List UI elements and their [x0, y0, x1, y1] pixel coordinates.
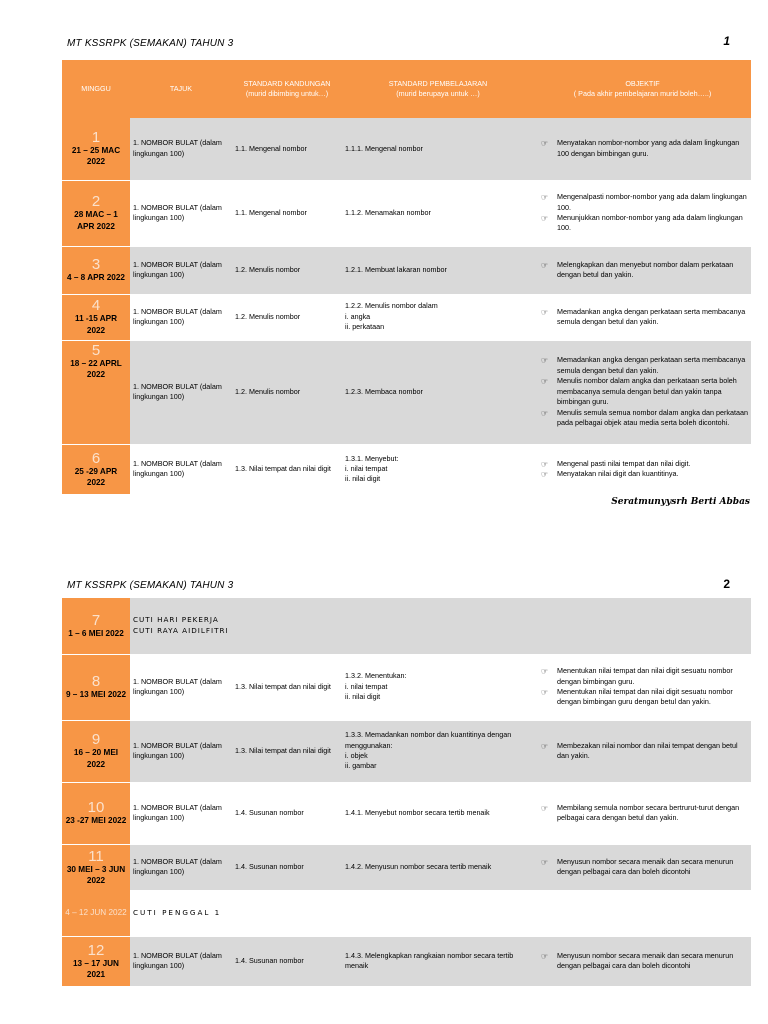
- standard-kandungan-cell: 1.4. Susunan nombor: [232, 936, 342, 986]
- standard-pembelajaran-cell: 1.3.3. Memadankan nombor dan kuantitinya dengan menggunakan: i. objek ii. gambar: [342, 720, 534, 782]
- standard-pembelajaran-cell: 1.2.2. Menulis nombor dalam i. angka ii. perkataan: [342, 294, 534, 340]
- objective-item: ☞ Menentukan nilai tempat dan nilai digit sesuatu nombor dengan bimbingan guru.: [541, 666, 733, 686]
- week-cell: 11 30 MEI – 3 JUN 2022: [62, 844, 130, 890]
- objective-item: ☞ Membezakan nilai nombor dan nilai tempat dengan betul dan yakin.: [541, 740, 738, 760]
- schedule-table: [62, 60, 751, 494]
- objective-item: ☞ Mengenal pasti nilai tempat dan nilai digit.: [541, 458, 691, 469]
- column-header-standard-kandungan: STANDARD KANDUNGAN (murid dibimbing untuk…): [232, 60, 342, 118]
- objektif-cell: [534, 180, 751, 246]
- standard-kandungan-cell: 1.1. Mengenal nombor: [232, 180, 342, 246]
- signature: Seratmunyysrh Berti Abbas: [611, 497, 750, 507]
- standard-pembelajaran-cell: 1.4.1. Menyebut nombor secara tertib menaik: [342, 782, 534, 844]
- objektif-cell: [534, 782, 751, 844]
- objektif-cell: [534, 654, 751, 720]
- objektif-cell: [534, 294, 751, 340]
- table-row: [62, 936, 751, 986]
- tajuk-cell: 1. NOMBOR BULAT (dalam lingkungan 100): [130, 340, 232, 444]
- week-cell: 1 21 – 25 MAC 2022: [62, 118, 130, 180]
- week-cell: 10 23 -27 MEI 2022: [62, 782, 130, 844]
- objektif-cell: [534, 340, 751, 444]
- column-header-objektif: OBJEKTIF ( Pada akhir pembelajaran murid boleh…..): [534, 60, 751, 118]
- column-header-minggu: MINGGU: [62, 60, 130, 118]
- standard-kandungan-cell: 1.3. Nilai tempat dan nilai digit: [232, 654, 342, 720]
- standard-kandungan-cell: 1.4. Susunan nombor: [232, 782, 342, 844]
- week-cell: 3 4 – 8 APR 2022: [62, 246, 130, 294]
- hand-pointer-icon: ☞: [541, 470, 549, 480]
- tajuk-cell: 1. NOMBOR BULAT (dalam lingkungan 100): [130, 246, 232, 294]
- week-cell: 4 – 12 JUN 2022: [62, 890, 130, 936]
- standard-kandungan-cell: 1.1. Mengenal nombor: [232, 118, 342, 180]
- standard-pembelajaran-cell: 1.2.1. Membuat lakaran nombor: [342, 246, 534, 294]
- standard-kandungan-cell: 1.2. Menulis nombor: [232, 294, 342, 340]
- table-row: [62, 844, 751, 890]
- tajuk-cell: 1. NOMBOR BULAT (dalam lingkungan 100): [130, 844, 232, 890]
- hand-pointer-icon: ☞: [541, 214, 549, 223]
- hand-pointer-icon: ☞: [541, 307, 549, 317]
- column-header-tajuk: TAJUK: [130, 60, 232, 118]
- objective-item: ☞ Memadankan angka dengan perkataan serta membacanya semula dengan betul dan yakin.: [541, 355, 746, 375]
- week-cell: 2 28 MAC – 1 APR 2022: [62, 180, 130, 246]
- week-cell: 12 13 – 17 JUN 2021: [62, 936, 130, 986]
- week-cell: 9 16 – 20 MEI 2022: [62, 720, 130, 782]
- hand-pointer-icon: ☞: [541, 260, 549, 270]
- objektif-cell: [534, 444, 751, 494]
- standard-kandungan-cell: 1.3. Nilai tempat dan nilai digit: [232, 720, 342, 782]
- standard-pembelajaran-cell: 1.1.2. Menamakan nombor: [342, 180, 534, 246]
- week-cell: 8 9 – 13 MEI 2022: [62, 654, 130, 720]
- hand-pointer-icon: ☞: [541, 688, 549, 697]
- table-row: [62, 340, 751, 444]
- holiday-label: CUTI HARI PEKERJA CUTI RAYA AIDILFITRI: [130, 598, 751, 654]
- standard-pembelajaran-cell: 1.4.2. Menyusun nombor secara tertib menaik: [342, 844, 534, 890]
- week-cell: 5 18 – 22 APRL 2022: [62, 340, 130, 444]
- objective-item: ☞ Menyatakan nombor-nombor yang ada dalam lingkungan 100 dengan bimbingan guru.: [541, 138, 740, 158]
- hand-pointer-icon: ☞: [541, 356, 549, 366]
- page-2: [0, 562, 768, 1024]
- objective-item: ☞ Menulis nombor dalam angka dan perkataan serta boleh membacanya semula dengan betul dan yakin tanpa bimbingan guru.: [541, 376, 737, 407]
- objective-item: ☞ Menunjukkan nombor-nombor yang ada dalam lingkungan 100.: [541, 213, 743, 233]
- page-number: 2: [723, 577, 730, 591]
- standard-kandungan-cell: 1.2. Menulis nombor: [232, 246, 342, 294]
- hand-pointer-icon: ☞: [541, 459, 549, 469]
- tajuk-cell: 1. NOMBOR BULAT (dalam lingkungan 100): [130, 444, 232, 494]
- holiday-row: [62, 890, 751, 936]
- objective-item: ☞ Menentukan nilai tempat dan nilai digit sesuatu nombor dengan bimbingan guru dengan betul dan yakin.: [541, 687, 733, 707]
- table-row: [62, 720, 751, 782]
- week-cell: 4 11 -15 APR 2022: [62, 294, 130, 340]
- tajuk-cell: 1. NOMBOR BULAT (dalam lingkungan 100): [130, 118, 232, 180]
- objective-item: ☞ Melengkapkan dan menyebut nombor dalam perkataan dengan betul dan yakin.: [541, 259, 734, 279]
- hand-pointer-icon: ☞: [541, 803, 549, 813]
- table-row: [62, 654, 751, 720]
- page-header-title: MT KSSRPK (SEMAKAN) TAHUN 3: [67, 38, 234, 49]
- table-row: [62, 246, 751, 294]
- tajuk-cell: 1. NOMBOR BULAT (dalam lingkungan 100): [130, 654, 232, 720]
- hand-pointer-icon: ☞: [541, 408, 549, 418]
- standard-pembelajaran-cell: 1.3.1. Menyebut: i. nilai tempat ii. nilai digit: [342, 444, 534, 494]
- objective-item: ☞ Menyusun nombor secara menaik dan secara menurun dengan pelbagai cara dan boleh dicontohi: [541, 856, 734, 877]
- week-cell: 7 1 – 6 MEI 2022: [62, 598, 130, 654]
- hand-pointer-icon: ☞: [541, 951, 549, 961]
- hand-pointer-icon: ☞: [541, 377, 549, 387]
- standard-kandungan-cell: 1.2. Menulis nombor: [232, 340, 342, 444]
- holiday-row: [62, 598, 751, 654]
- objektif-cell: [534, 118, 751, 180]
- objective-item: ☞ Membilang semula nombor secara bertrurut-turut dengan pelbagai cara dengan betul dan yakin.: [541, 802, 740, 822]
- objektif-cell: [534, 844, 751, 890]
- table-row: [62, 294, 751, 340]
- table-row: [62, 444, 751, 494]
- week-cell: 6 25 -29 APR 2022: [62, 444, 130, 494]
- tajuk-cell: 1. NOMBOR BULAT (dalam lingkungan 100): [130, 782, 232, 844]
- standard-pembelajaran-cell: 1.1.1. Mengenal nombor: [342, 118, 534, 180]
- standard-pembelajaran-cell: 1.4.3. Melengkapkan rangkaian nombor secara tertib menaik: [342, 936, 534, 986]
- standard-kandungan-cell: 1.4. Susunan nombor: [232, 844, 342, 890]
- standard-pembelajaran-cell: 1.3.2. Menentukan: i. nilai tempat ii. nilai digit: [342, 654, 534, 720]
- tajuk-cell: 1. NOMBOR BULAT (dalam lingkungan 100): [130, 294, 232, 340]
- standard-pembelajaran-cell: 1.2.3. Membaca nombor: [342, 340, 534, 444]
- column-header-standard-pembelajaran: STANDARD PEMBELAJARAN (murid berupaya untuk …): [342, 60, 534, 118]
- hand-pointer-icon: ☞: [541, 139, 549, 149]
- hand-pointer-icon: ☞: [541, 193, 549, 203]
- hand-pointer-icon: ☞: [541, 857, 549, 867]
- tajuk-cell: 1. NOMBOR BULAT (dalam lingkungan 100): [130, 180, 232, 246]
- schedule-table: [62, 598, 751, 986]
- hand-pointer-icon: ☞: [541, 741, 549, 751]
- tajuk-cell: 1. NOMBOR BULAT (dalam lingkungan 100): [130, 720, 232, 782]
- objektif-cell: [534, 720, 751, 782]
- table-header-row: [62, 60, 751, 118]
- objektif-cell: [534, 936, 751, 986]
- objective-item: ☞ Menyusun nombor secara menaik dan secara menurun dengan pelbagai cara dan boleh dicontohi: [541, 950, 734, 971]
- standard-kandungan-cell: 1.3. Nilai tempat dan nilai digit: [232, 444, 342, 494]
- objective-item: ☞ Menyatakan nilai digit dan kuantitinya.: [541, 469, 679, 480]
- objective-item: ☞ Memadankan angka dengan perkataan serta membacanya semula dengan betul dan yakin.: [541, 306, 746, 326]
- page-number: 1: [723, 34, 730, 48]
- tajuk-cell: 1. NOMBOR BULAT (dalam lingkungan 100): [130, 936, 232, 986]
- objective-item: ☞ Menulis semula semua nombor dalam angka dan perkataan pada pelbagai objek atau media serta boleh dicontohi.: [541, 407, 748, 428]
- holiday-label: CUTI PENGGAL 1: [133, 907, 222, 917]
- table-row: [62, 782, 751, 844]
- page-header-title: MT KSSRPK (SEMAKAN) TAHUN 3: [67, 580, 234, 591]
- table-row: [62, 118, 751, 180]
- objective-item: ☞ Mengenalpasti nombor-nombor yang ada dalam lingkungan 100.: [541, 192, 747, 212]
- hand-pointer-icon: ☞: [541, 667, 549, 677]
- table-row: [62, 180, 751, 246]
- objektif-cell: [534, 246, 751, 294]
